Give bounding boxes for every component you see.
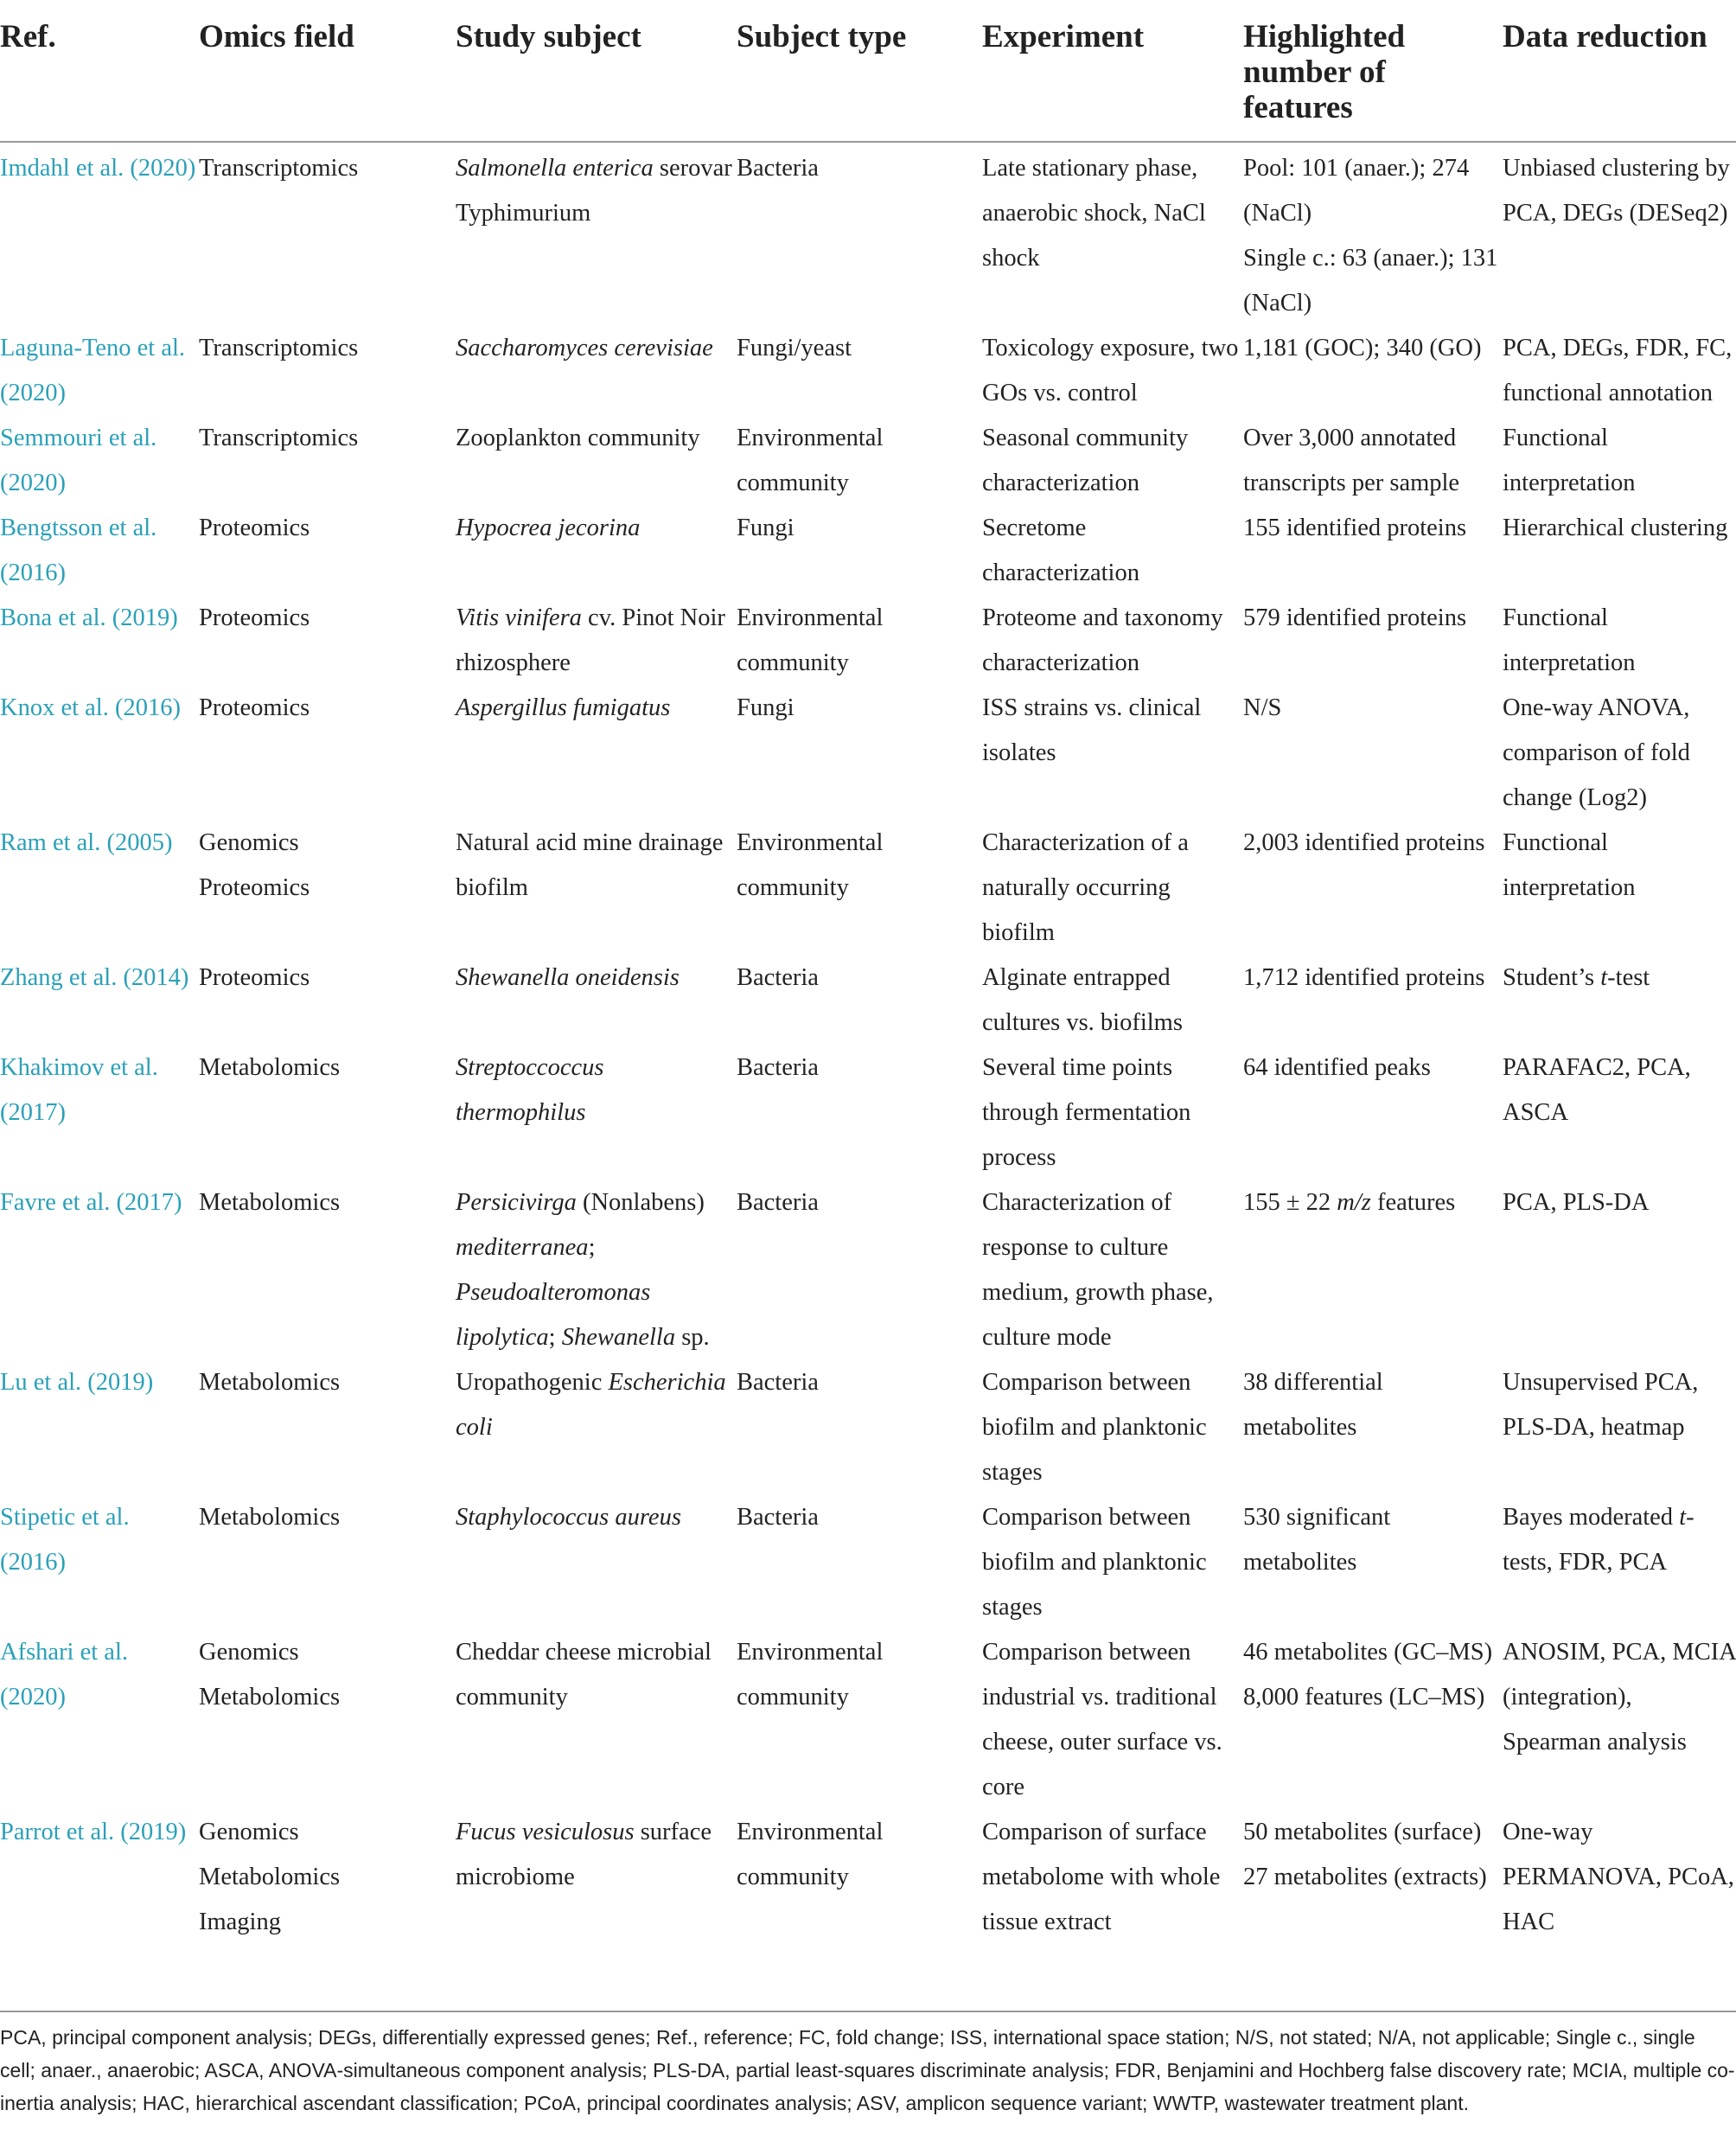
cell-study-subject <box>456 1495 737 1630</box>
reference-link[interactable]: Khakimov et al. (2017) <box>0 1054 158 1126</box>
cell-omics-field <box>199 1046 456 1180</box>
omics-field-value: Transcriptomics <box>199 155 359 182</box>
reference-link[interactable]: Semmouri et al. (2020) <box>0 425 157 496</box>
features-value: Over 3,000 annotated transcripts per sample <box>1243 425 1460 496</box>
features-part: 155 ± 22 <box>1243 1189 1337 1216</box>
header-omics-field: Omics field <box>199 0 456 142</box>
table-row <box>0 1360 1736 1495</box>
omics-field-value: Metabolomics <box>199 1189 341 1216</box>
omics-field-value: Genomics <box>199 1819 299 1845</box>
cell-highlighted-features <box>1243 821 1503 956</box>
cell-highlighted-features <box>1243 326 1503 416</box>
cell-omics-field <box>199 1180 456 1360</box>
cell-subject-type: Fungi/yeast <box>737 335 852 361</box>
header-subject-type: Subject type <box>737 0 982 142</box>
study-subject-part: Uropathogenic <box>456 1369 609 1396</box>
study-subject-part: Natural acid mine drainage biofilm <box>456 829 724 901</box>
study-subject-part: Pseudoalteromonas lipolytica <box>456 1279 651 1351</box>
header-row <box>0 0 1736 142</box>
cell-experiment: Characterization of a naturally occurring biofilm <box>982 829 1189 946</box>
cell-experiment: Comparison between industrial vs. traditional cheese, outer surface vs. core <box>982 1639 1222 1800</box>
study-subject-part: Salmonella enterica <box>456 155 654 182</box>
cell-subject-type: Fungi <box>737 515 795 541</box>
table-row <box>0 1495 1736 1630</box>
cell-ref <box>0 956 199 1046</box>
cell-ref <box>0 1630 199 1810</box>
cell-study-subject <box>456 1360 737 1495</box>
cell-highlighted-features <box>1243 686 1503 821</box>
study-subject-part: (Nonlabens) <box>576 1189 705 1216</box>
cell-study-subject <box>456 1630 737 1810</box>
cell-ref <box>0 1810 199 1945</box>
cell-subject-type: Bacteria <box>737 1189 819 1216</box>
features-value: Pool: 101 (anaer.); 274 (NaCl) <box>1243 155 1470 227</box>
reference-link[interactable]: Knox et al. (2016) <box>0 694 181 721</box>
study-subject-part: Vitis vinifera <box>456 604 582 631</box>
study-subject-part: mediterranea <box>456 1234 589 1261</box>
data-reduction-part: -test <box>1607 964 1650 991</box>
cell-experiment: ISS strains vs. clinical isolates <box>982 694 1202 766</box>
header-study-subject: Study subject <box>456 0 737 142</box>
study-subject-part: Hypocrea jecorina <box>456 515 641 541</box>
cell-data-reduction: ANOSIM, PCA, MCIA (integration), Spearman analysis <box>1503 1639 1736 1755</box>
features-value: 64 identified peaks <box>1243 1054 1431 1081</box>
table-row <box>0 416 1736 506</box>
reference-link[interactable]: Favre et al. (2017) <box>0 1189 182 1216</box>
cell-subject-type: Environmental community <box>737 1639 884 1711</box>
cell-data-reduction: PCA, DEGs, FDR, FC, functional annotation <box>1503 335 1733 406</box>
study-subject-part: surface microbiome <box>456 1819 712 1890</box>
table-row <box>0 686 1736 821</box>
table-row <box>0 1046 1736 1180</box>
cell-data-reduction: Functional interpretation <box>1503 604 1636 676</box>
cell-subject-type: Bacteria <box>737 1369 819 1396</box>
study-subject-part: serovar Typhimurium <box>456 155 732 227</box>
cell-experiment: Comparison between biofilm and planktonic stages <box>982 1369 1207 1486</box>
reference-link[interactable]: Ram et al. (2005) <box>0 829 173 856</box>
cell-highlighted-features <box>1243 1046 1503 1180</box>
cell-data-reduction: PARAFAC2, PCA, ASCA <box>1503 1054 1691 1126</box>
study-subject-part: Saccharomyces cerevisiae <box>456 335 713 361</box>
omics-field-value: Imaging <box>199 1909 281 1935</box>
cell-omics-field <box>199 596 456 686</box>
features-value: Single c.: 63 (anaer.); 131 (NaCl) <box>1243 245 1498 317</box>
table-row <box>0 142 1736 326</box>
cell-data-reduction <box>1503 1495 1736 1630</box>
features-value: 530 significant metabolites <box>1243 1504 1391 1576</box>
reference-link[interactable]: Stipetic et al. (2016) <box>0 1504 130 1576</box>
reference-link[interactable]: Afshari et al. (2020) <box>0 1639 128 1711</box>
features-value: 1,712 identified proteins <box>1243 964 1485 991</box>
cell-experiment: Toxicology exposure, two GOs vs. control <box>982 335 1239 406</box>
table-row <box>0 1180 1736 1360</box>
features-value: 1,181 (GOC); 340 (GO) <box>1243 335 1482 361</box>
table-body <box>0 142 1736 1945</box>
cell-experiment: Comparison of surface metabolome with whole tissue extract <box>982 1819 1221 1935</box>
cell-highlighted-features <box>1243 1495 1503 1630</box>
cell-experiment: Alginate entrapped cultures vs. biofilms <box>982 964 1183 1036</box>
features-part: m/z <box>1337 1189 1371 1216</box>
cell-data-reduction: Functional interpretation <box>1503 425 1636 496</box>
table-row <box>0 326 1736 416</box>
features-value: 155 identified proteins <box>1243 515 1467 541</box>
cell-omics-field <box>199 1810 456 1945</box>
cell-experiment: Proteome and taxonomy characterization <box>982 604 1223 676</box>
study-subject-part: Shewanella <box>561 1324 676 1351</box>
cell-study-subject <box>456 596 737 686</box>
cell-highlighted-features <box>1243 142 1503 326</box>
study-subject-part: ; <box>548 1324 562 1351</box>
features-value: N/S <box>1243 694 1282 721</box>
cell-study-subject <box>456 326 737 416</box>
cell-highlighted-features <box>1243 1810 1503 1945</box>
cell-study-subject <box>456 142 737 326</box>
cell-study-subject <box>456 956 737 1046</box>
omics-field-value: Proteomics <box>199 964 310 991</box>
table-row <box>0 956 1736 1046</box>
reference-link[interactable]: Lu et al. (2019) <box>0 1369 154 1396</box>
data-reduction-part: Bayes moderated <box>1503 1504 1680 1531</box>
study-subject-part: Cheddar cheese microbial community <box>456 1639 712 1711</box>
cell-ref <box>0 1360 199 1495</box>
cell-ref <box>0 506 199 596</box>
study-subject-part: Persicivirga <box>456 1189 577 1216</box>
reference-link[interactable]: Bona et al. (2019) <box>0 604 178 631</box>
cell-ref <box>0 1495 199 1630</box>
cell-subject-type: Environmental community <box>737 604 884 676</box>
cell-data-reduction: Unsupervised PCA, PLS-DA, heatmap <box>1503 1369 1699 1441</box>
reference-link[interactable]: Parrot et al. (2019) <box>0 1819 187 1845</box>
omics-field-value: Metabolomics <box>199 1504 341 1531</box>
cell-omics-field <box>199 416 456 506</box>
cell-highlighted-features <box>1243 506 1503 596</box>
table-row <box>0 1810 1736 1945</box>
cell-omics-field <box>199 956 456 1046</box>
cell-omics-field <box>199 686 456 821</box>
table-footnote: PCA, principal component analysis; DEGs, differentially expressed genes; Ref., reference; FC, fold change; ISS, international space station; N/S, not stated; N/A, not applicable; Single c., single cell; anaer., anaerobic; ASCA, ANOVA-simultaneous component analysis; PLS-DA, partial least-squares discriminate analysis; FDR, Benjamini and Hochberg false discovery rate; MCIA, multiple co-inertia analysis; HAC, hierarchical ascendant classification; PCoA, principal coordinates analysis; ASV, amplicon sequence variant; WWTP, wastewater treatment plant. <box>0 2011 1736 2120</box>
header-experiment: Experiment <box>982 0 1243 142</box>
data-reduction-part: t <box>1679 1504 1687 1531</box>
cell-data-reduction: One-way ANOVA, comparison of fold change (Log2) <box>1503 694 1690 811</box>
cell-data-reduction: Unbiased clustering by PCA, DEGs (DESeq2) <box>1503 155 1730 227</box>
cell-experiment: Characterization of response to culture medium, growth phase, culture mode <box>982 1189 1214 1351</box>
table-row <box>0 596 1736 686</box>
reference-link[interactable]: Laguna-Teno et al. (2020) <box>0 335 186 406</box>
reference-link[interactable]: Zhang et al. (2014) <box>0 964 189 991</box>
cell-omics-field <box>199 1495 456 1630</box>
study-subject-part: Shewanella oneidensis <box>456 964 680 991</box>
cell-experiment: Seasonal community characterization <box>982 425 1189 496</box>
features-part: features <box>1370 1189 1456 1216</box>
cell-data-reduction: PCA, PLS-DA <box>1503 1189 1650 1216</box>
cell-study-subject <box>456 686 737 821</box>
omics-field-value: Proteomics <box>199 694 310 721</box>
cell-subject-type: Bacteria <box>737 1054 819 1081</box>
study-subject-part: Fucus vesiculosus <box>456 1819 635 1845</box>
cell-ref <box>0 596 199 686</box>
features-value: 2,003 identified proteins <box>1243 829 1485 856</box>
omics-field-value: Transcriptomics <box>199 335 359 361</box>
cell-highlighted-features <box>1243 596 1503 686</box>
cell-ref <box>0 686 199 821</box>
reference-link[interactable]: Imdahl et al. (2020) <box>0 155 196 182</box>
cell-study-subject <box>456 506 737 596</box>
cell-ref <box>0 326 199 416</box>
cell-omics-field <box>199 821 456 956</box>
cell-ref <box>0 142 199 326</box>
study-subject-part: ; <box>588 1234 596 1261</box>
omics-field-value: Proteomics <box>199 515 310 541</box>
cell-omics-field <box>199 142 456 326</box>
table-row <box>0 1630 1736 1810</box>
reference-link[interactable]: Bengtsson et al. (2016) <box>0 515 157 586</box>
cell-data-reduction: Hierarchical clustering <box>1503 515 1728 541</box>
cell-study-subject <box>456 1046 737 1180</box>
header-ref: Ref. <box>0 0 199 142</box>
omics-field-value: Metabolomics <box>199 1369 341 1396</box>
cell-data-reduction <box>1503 956 1736 1046</box>
study-subject-part: Aspergillus fumigatus <box>456 694 671 721</box>
cell-study-subject <box>456 1810 737 1945</box>
cell-study-subject <box>456 821 737 956</box>
omics-field-value: Metabolomics <box>199 1864 341 1890</box>
cell-ref <box>0 1046 199 1180</box>
cell-subject-type: Bacteria <box>737 964 819 991</box>
omics-field-value: Genomics <box>199 1639 299 1666</box>
cell-subject-type: Bacteria <box>737 155 819 182</box>
cell-omics-field <box>199 506 456 596</box>
cell-subject-type: Environmental community <box>737 1819 884 1890</box>
study-subject-part: Staphylococcus aureus <box>456 1504 681 1531</box>
cell-data-reduction: Functional interpretation <box>1503 829 1636 901</box>
study-subject-part: Escherichia coli <box>456 1369 726 1441</box>
cell-highlighted-features <box>1243 1360 1503 1495</box>
study-subject-part: cv. Pinot Noir rhizosphere <box>456 604 725 676</box>
features-value: 579 identified proteins <box>1243 604 1467 631</box>
features-value: 38 differential metabolites <box>1243 1369 1383 1441</box>
cell-omics-field <box>199 1630 456 1810</box>
cell-study-subject <box>456 1180 737 1360</box>
cell-subject-type: Environmental community <box>737 829 884 901</box>
header-data-reduction: Data reduction <box>1503 0 1736 142</box>
omics-field-value: Proteomics <box>199 874 310 901</box>
cell-ref <box>0 821 199 956</box>
cell-study-subject <box>456 416 737 506</box>
cell-highlighted-features <box>1243 1630 1503 1810</box>
features-value: 46 metabolites (GC–MS) <box>1243 1639 1493 1666</box>
data-reduction-part: Student’s <box>1503 964 1601 991</box>
omics-field-value: Metabolomics <box>199 1054 341 1081</box>
cell-highlighted-features <box>1243 1180 1503 1360</box>
omics-field-value: Metabolomics <box>199 1684 341 1711</box>
cell-omics-field <box>199 1360 456 1495</box>
features-value: 50 metabolites (surface) 27 metabolites (extracts) <box>1243 1819 1487 1890</box>
omics-field-value: Transcriptomics <box>199 425 359 451</box>
cell-ref <box>0 1180 199 1360</box>
cell-subject-type: Environmental community <box>737 425 884 496</box>
omics-field-value: Proteomics <box>199 604 310 631</box>
table-row <box>0 821 1736 956</box>
cell-experiment: Comparison between biofilm and planktonic stages <box>982 1504 1207 1621</box>
cell-experiment: Late stationary phase, anaerobic shock, NaCl shock <box>982 155 1206 272</box>
cell-data-reduction: One-way PERMANOVA, PCoA, HAC <box>1503 1819 1734 1935</box>
cell-experiment: Several time points through fermentation process <box>982 1054 1191 1171</box>
data-reduction-part: t <box>1600 964 1608 991</box>
cell-highlighted-features <box>1243 956 1503 1046</box>
omics-field-value: Genomics <box>199 829 299 856</box>
study-subject-part: Zooplankton community <box>456 425 700 451</box>
table-header <box>0 0 1736 142</box>
cell-subject-type: Fungi <box>737 694 795 721</box>
study-subject-part: Streptoccoccus thermophilus <box>456 1054 604 1126</box>
cell-highlighted-features <box>1243 416 1503 506</box>
data-reduction-part: -tests, FDR, PCA <box>1503 1504 1695 1576</box>
header-highlighted-features: Highlighted number of features <box>1243 0 1503 142</box>
cell-experiment: Secretome characterization <box>982 515 1139 586</box>
cell-subject-type: Bacteria <box>737 1504 819 1531</box>
features-value: 8,000 features (LC–MS) <box>1243 1684 1485 1711</box>
study-subject-part: sp. <box>675 1324 710 1351</box>
cell-omics-field <box>199 326 456 416</box>
cell-ref <box>0 416 199 506</box>
table-row <box>0 506 1736 596</box>
